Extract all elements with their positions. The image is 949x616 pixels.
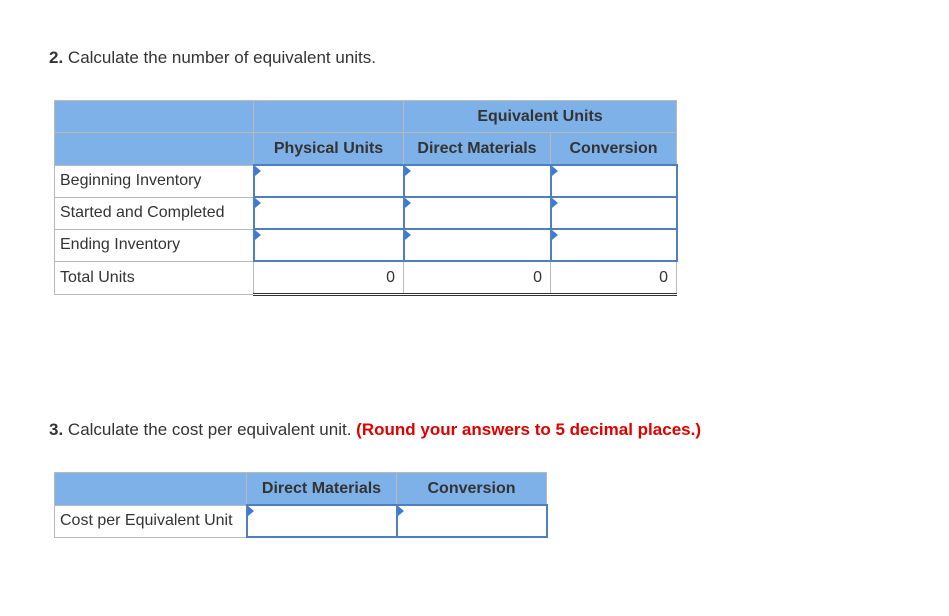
- started-completed-physical-units-input[interactable]: [254, 197, 404, 229]
- input-marker-icon: [405, 166, 411, 176]
- beginning-inventory-physical-units-field[interactable]: [255, 167, 403, 195]
- table-row: [55, 197, 677, 229]
- started-completed-direct-materials-input[interactable]: [404, 197, 551, 229]
- total-direct-materials-value: 0: [404, 261, 551, 295]
- ending-inventory-direct-materials-input[interactable]: [404, 229, 551, 261]
- input-marker-icon: [405, 198, 411, 208]
- equivalent-units-table: [54, 100, 678, 296]
- input-marker-icon: [398, 506, 404, 516]
- beginning-inventory-physical-units-input[interactable]: [254, 165, 404, 197]
- row-label-cost-per-equivalent-unit: Cost per Equivalent Unit: [55, 505, 247, 537]
- question-3-text: Calculate the cost per equivalent unit.: [67, 420, 352, 439]
- input-marker-icon: [552, 230, 558, 240]
- ending-inventory-conversion-input[interactable]: [551, 229, 677, 261]
- input-marker-icon: [552, 198, 558, 208]
- rounding-instruction: (Round your answers to 5 decimal places.): [356, 420, 701, 439]
- ending-inventory-physical-units-field[interactable]: [255, 231, 403, 259]
- column-header-conversion: Conversion: [397, 473, 547, 506]
- row-label-started-and-completed: Started and Completed: [55, 197, 254, 229]
- cost-conversion-field[interactable]: [398, 507, 546, 535]
- input-marker-icon: [552, 166, 558, 176]
- header-blank-cell: [55, 101, 254, 133]
- header-blank-cell-3: [55, 133, 254, 166]
- column-header-conversion: Conversion: [551, 133, 677, 166]
- beginning-inventory-direct-materials-field[interactable]: [405, 167, 550, 195]
- question-3-prompt: [49, 420, 701, 440]
- cost-conversion-input[interactable]: [397, 505, 547, 537]
- equivalent-units-header: Equivalent Units: [404, 101, 677, 133]
- header-row-columns: [55, 133, 677, 166]
- column-header-direct-materials: Direct Materials: [247, 473, 397, 506]
- row-label-beginning-inventory: Beginning Inventory: [55, 165, 254, 197]
- beginning-inventory-conversion-input[interactable]: [551, 165, 677, 197]
- table-row: [55, 229, 677, 261]
- input-marker-icon: [255, 230, 261, 240]
- ending-inventory-direct-materials-field[interactable]: [405, 231, 550, 259]
- question-2-number: 2.: [49, 48, 64, 67]
- table-row: [55, 165, 677, 197]
- header-row-columns: [55, 473, 547, 506]
- ending-inventory-physical-units-input[interactable]: [254, 229, 404, 261]
- started-completed-conversion-field[interactable]: [552, 199, 676, 227]
- input-marker-icon: [255, 166, 261, 176]
- header-blank-cell-2: [254, 101, 404, 133]
- started-completed-direct-materials-field[interactable]: [405, 199, 550, 227]
- total-physical-units-value: 0: [254, 261, 404, 295]
- beginning-inventory-conversion-field[interactable]: [552, 167, 676, 195]
- header-row-group: [55, 101, 677, 133]
- table-row: [55, 505, 547, 537]
- cost-direct-materials-input[interactable]: [247, 505, 397, 537]
- input-marker-icon: [255, 198, 261, 208]
- column-header-physical-units: Physical Units: [254, 133, 404, 166]
- question-2-prompt: [49, 48, 376, 68]
- input-marker-icon: [405, 230, 411, 240]
- question-2-text: Calculate the number of equivalent units.: [67, 48, 376, 67]
- ending-inventory-conversion-field[interactable]: [552, 231, 676, 259]
- cost-per-equivalent-unit-table: [54, 472, 548, 538]
- started-completed-conversion-input[interactable]: [551, 197, 677, 229]
- header-blank-cell: [55, 473, 247, 506]
- beginning-inventory-direct-materials-input[interactable]: [404, 165, 551, 197]
- question-3-number: 3.: [49, 420, 64, 439]
- column-header-direct-materials: Direct Materials: [404, 133, 551, 166]
- cost-direct-materials-field[interactable]: [248, 507, 396, 535]
- row-label-ending-inventory: Ending Inventory: [55, 229, 254, 261]
- started-completed-physical-units-field[interactable]: [255, 199, 403, 227]
- total-row: [55, 261, 677, 295]
- row-label-total-units: Total Units: [55, 261, 254, 295]
- total-conversion-value: 0: [551, 261, 677, 295]
- input-marker-icon: [248, 506, 254, 516]
